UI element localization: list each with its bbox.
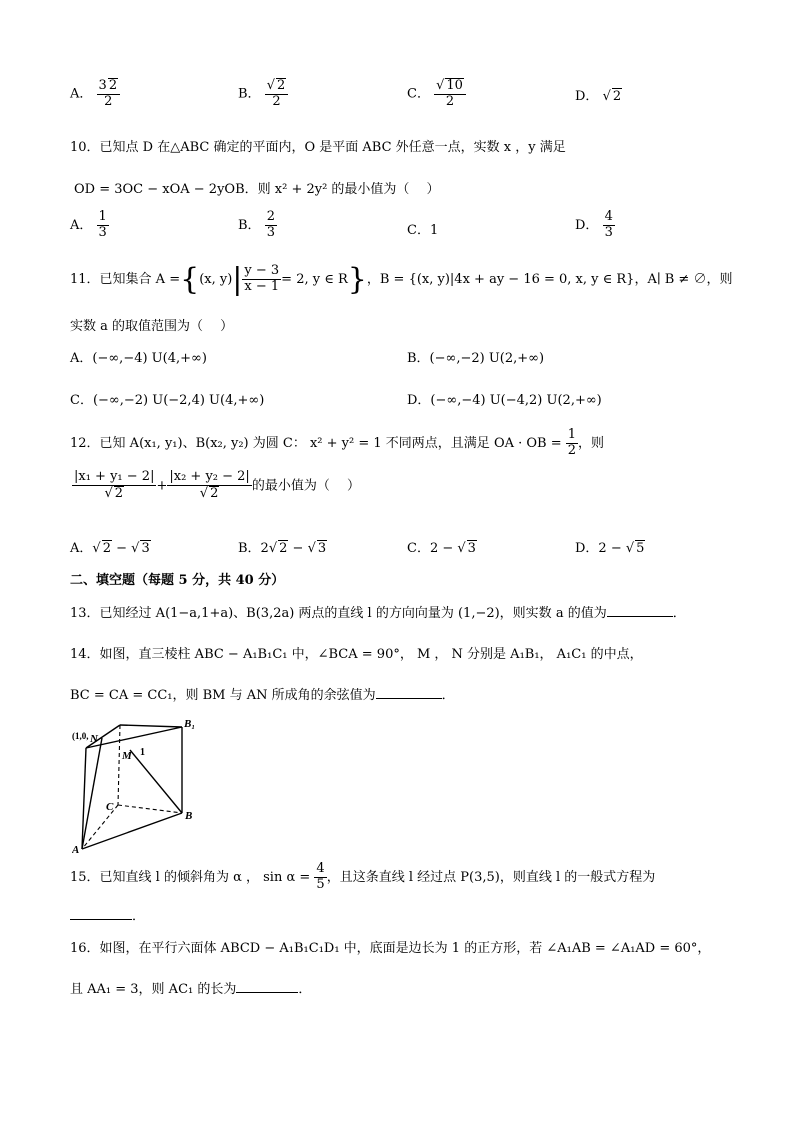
segment-bm xyxy=(130,750,182,813)
denominator: 2 xyxy=(104,93,113,109)
numerator: |x₂ + y₂ − 2| xyxy=(169,469,250,484)
q16-stem-line2 xyxy=(70,978,311,997)
q12-option-d: D．2 − √ 5 xyxy=(575,541,645,556)
period: ． xyxy=(441,688,455,703)
label-m: M xyxy=(122,750,132,762)
stem-text: 且 AA₁ = 3，则 AC₁ 的长为 xyxy=(70,982,237,997)
option-letter: A． xyxy=(70,86,93,102)
numerator: 1 xyxy=(567,427,577,442)
denominator: 3 xyxy=(98,224,107,240)
denominator: 2 xyxy=(567,442,577,458)
period: ． xyxy=(672,606,686,621)
q10-stem-line1: 10．已知点 D 在△ABC 确定的平面内，O 是平面 ABC 外任意一点，实数 x ，y 满足 xyxy=(70,140,566,155)
numerator: 1 xyxy=(98,209,107,224)
q10-option-d xyxy=(575,210,615,241)
radicand: 2 xyxy=(102,541,111,556)
stem-text: 15．已知直线 l 的倾斜角为 α ， sin α = xyxy=(70,869,311,885)
answer-blank[interactable] xyxy=(70,907,132,920)
numerator: 4 xyxy=(604,209,613,224)
q16-stem-line1: 16．如图，在平行六面体 ABCD − A₁B₁C₁D₁ 中，底面是边长为 1 的正方形，若 ∠A₁AB = ∠A₁AD = 60°， xyxy=(70,941,711,956)
label-b: B xyxy=(185,810,193,822)
fraction xyxy=(566,428,578,459)
numerator-coef: 3 xyxy=(98,78,107,93)
fraction: $\frac{√ 10}{2}$ xyxy=(434,78,466,110)
label-b1: B₁ xyxy=(184,718,196,730)
q14-stem-line2 xyxy=(70,684,455,703)
right-brace: } xyxy=(347,262,367,297)
left-brace: { xyxy=(180,262,200,297)
option-letter: A． xyxy=(70,217,93,233)
numerator: y − 3 xyxy=(244,263,280,279)
stem-text: BC = CA = CC₁，则 BM 与 AN 所成角的余弦值为 xyxy=(70,688,376,703)
q12-option-a: A．√ 2 − √ 3 xyxy=(70,541,150,556)
stem-text-tail: ，且这条直线 l 经过点 P(3,5)，则直线 l 的一般式方程为 xyxy=(326,869,656,885)
segment-an xyxy=(82,738,102,849)
stem-text: 13．已知经过 A(1−a,1+a)、B(3,2a) 两点的直线 l 的方向向量为 (1,−2)，则实数 a 的值为 xyxy=(70,606,607,621)
label-corner-mark: (1,0, xyxy=(72,731,89,741)
numerator: |x₁ + y₁ − 2| xyxy=(74,469,155,484)
option-letter: D． xyxy=(575,217,599,233)
option-letter: B． xyxy=(238,217,261,233)
q12-stem-line1 xyxy=(70,428,604,459)
denominator: 2 xyxy=(272,93,281,109)
fraction xyxy=(314,862,326,893)
q11-option-a: A．(−∞,−4) U(4,+∞) xyxy=(70,351,207,366)
fraction xyxy=(97,78,121,110)
answer-blank[interactable] xyxy=(607,604,673,617)
period: ． xyxy=(298,982,312,997)
denominator: 3 xyxy=(266,224,275,240)
q9-option-d: D． √ 2 xyxy=(575,89,622,104)
stem-text: 的最小值为（ ） xyxy=(251,478,360,494)
stem-text-tail: ，B = {(x, y)|4x + ay − 16 = 0, x, y ∈ R}，A∣ B ≠ ∅，则 xyxy=(366,272,733,287)
radicand: 2 xyxy=(279,541,288,556)
stem-text: 12．已知 A(x₁, y₁)、B(x₂, y₂) 为圆 C： x² + y² = 1 不同两点，且满足 xyxy=(70,435,490,451)
denominator: x − 1 xyxy=(244,279,280,294)
section-title: 二、填空题（每题 5 分，共 40 分） xyxy=(70,573,285,588)
dot-product: OA · OB = xyxy=(493,435,562,451)
fraction xyxy=(242,264,281,295)
q15-stem-line2 xyxy=(70,905,145,924)
option-letter: C． xyxy=(407,86,430,102)
radicand: 2 xyxy=(612,89,622,104)
set-element: (x, y) xyxy=(199,272,233,287)
radicand: 2 xyxy=(108,78,118,93)
radicand: 3 xyxy=(317,541,327,556)
minus-sign: − xyxy=(292,541,304,556)
fraction xyxy=(265,210,277,241)
q15-stem-line1 xyxy=(70,862,655,893)
numerator: 4 xyxy=(316,861,325,876)
q14-stem-line1: 14．如图，直三棱柱 ABC − A₁B₁C₁ 中，∠BCA = 90°， M ， N 分别是 A₁B₁， A₁C₁ 的中点， xyxy=(70,647,643,662)
label-one: 1 xyxy=(140,747,145,758)
edge-c-b xyxy=(118,805,182,813)
q9-option-b xyxy=(238,78,288,110)
minus-sign: − xyxy=(116,541,128,556)
q9-option-c xyxy=(407,78,466,110)
radicand: 2 xyxy=(210,485,219,501)
option-letter: C．2 − xyxy=(407,541,454,556)
stem-text-tail: ，则 xyxy=(578,435,605,451)
fraction xyxy=(97,210,109,241)
prism-diagram xyxy=(72,715,202,855)
edge-a-b xyxy=(82,813,182,849)
bar: | xyxy=(232,262,243,297)
radicand: 5 xyxy=(636,541,645,556)
edge-c1-b1 xyxy=(120,725,182,727)
q12-option-b: B．2√ 2 − √ 3 xyxy=(238,541,327,556)
fraction-1: $\frac{\text{|x₁ + y₁ − 2|}}{√ 2}$ xyxy=(74,469,155,501)
label-c: C xyxy=(106,801,114,813)
option-letter: A． xyxy=(70,541,93,556)
q10-option-a xyxy=(70,210,109,241)
option-letter: B．2 xyxy=(238,541,269,556)
fraction xyxy=(603,210,615,241)
radicand: 2 xyxy=(114,485,124,501)
q12-stem-line2 xyxy=(72,470,360,502)
q10-stem-line2: OD = 3OC − xOA − 2yOB．则 x² + 2y² 的最小值为（ ） xyxy=(74,182,440,197)
set-condition: = 2, y ∈ R xyxy=(281,272,348,287)
edge-c1-c xyxy=(118,725,120,805)
option-letter: D． xyxy=(575,89,599,104)
q11-option-c: C．(−∞,−2) U(−2,4) U(4,+∞) xyxy=(70,393,265,408)
period: ． xyxy=(132,909,146,924)
answer-blank[interactable] xyxy=(376,686,442,699)
denominator: 3 xyxy=(604,224,613,240)
q11-option-b: B．(−∞,−2) U(2,+∞) xyxy=(407,351,545,366)
numerator: 2 xyxy=(266,209,275,224)
q11-stem-line1 xyxy=(70,262,732,297)
radicand: 3 xyxy=(141,541,150,556)
q13-stem xyxy=(70,602,686,621)
stem-text: 11．已知集合 A = xyxy=(70,272,181,287)
q9-option-a xyxy=(70,78,120,110)
prism-figure xyxy=(72,715,202,855)
radicand: 3 xyxy=(467,541,476,556)
q10-option-c: C．1 xyxy=(407,223,439,238)
q11-option-d: D．(−∞,−4) U(−4,2) U(2,+∞) xyxy=(407,393,602,408)
denominator: 5 xyxy=(316,876,325,892)
fraction: $\frac{√ 2}{2}$ xyxy=(265,78,289,110)
fraction-2: $\frac{\text{|x₂ + y₂ − 2|}}{√ 2}$ xyxy=(169,469,250,501)
q10-option-b xyxy=(238,210,277,241)
label-a: A xyxy=(72,844,80,855)
q11-stem-line2: 实数 a 的取值范围为（ ） xyxy=(70,319,234,334)
label-n: N xyxy=(90,733,98,745)
radicand: 10 xyxy=(446,78,463,93)
plus-sign: + xyxy=(156,478,168,494)
radicand: 2 xyxy=(277,78,286,93)
option-letter: D．2 − xyxy=(575,541,622,556)
q12-option-c: C．2 − √ 3 xyxy=(407,541,476,556)
answer-blank[interactable] xyxy=(236,980,298,993)
option-letter: B． xyxy=(238,86,261,102)
denominator: 2 xyxy=(445,93,455,109)
